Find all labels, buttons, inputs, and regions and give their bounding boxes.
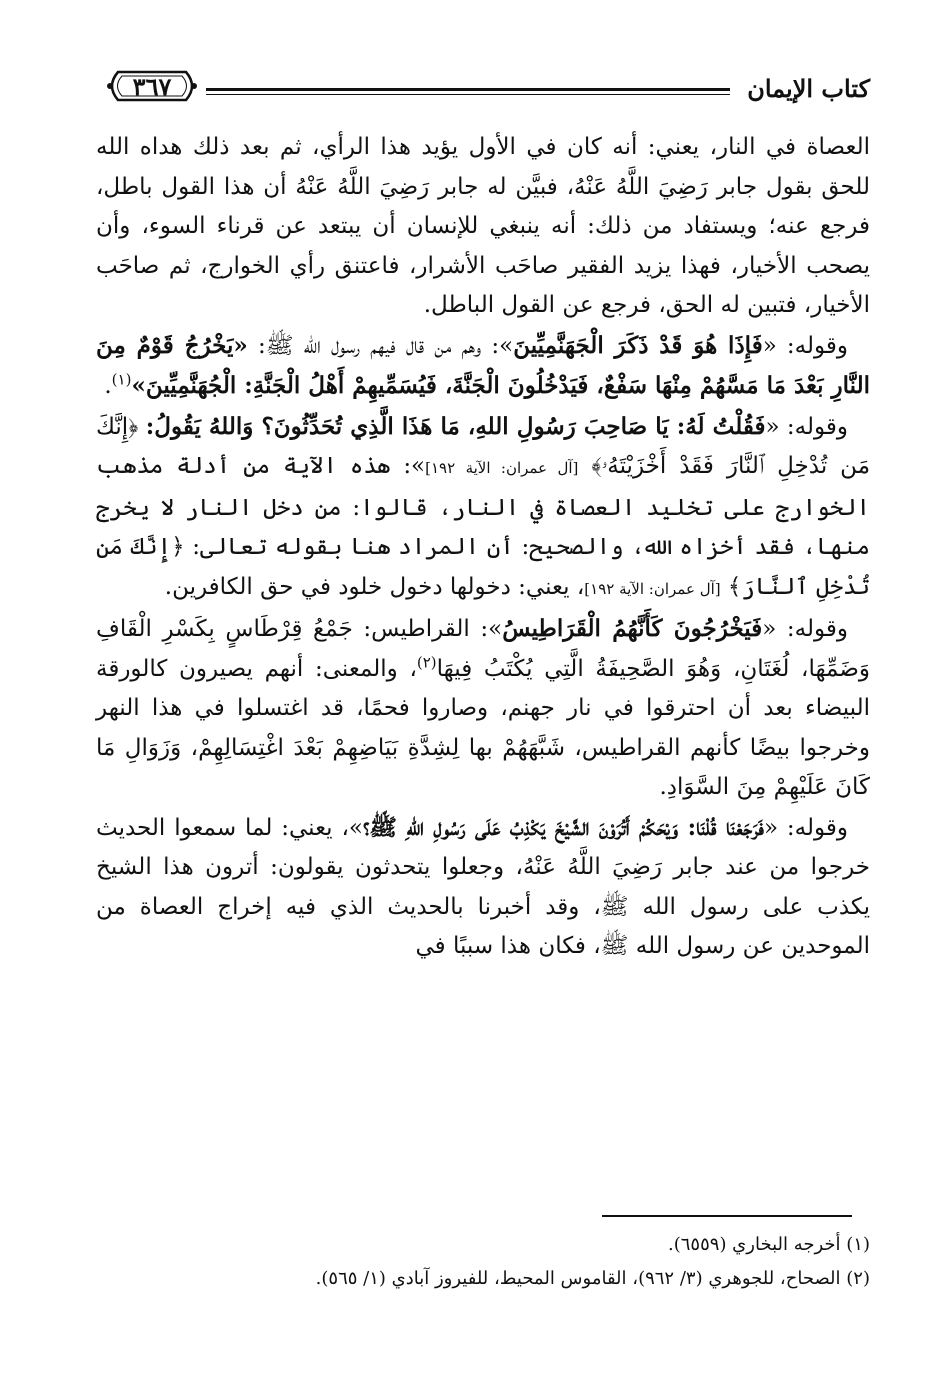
p3-verse-2: ﴿إِنَّكَ مَن تُدْخِلِ ٱلنَّارَ﴾ <box>96 534 870 600</box>
paragraph-2 <box>96 326 870 407</box>
paragraph-1 <box>96 128 870 326</box>
p3-lead: وقوله: « <box>765 413 848 440</box>
p3-verse-ref: [آل عمران: الآية ١٩٢] <box>425 459 579 477</box>
page-number: ٣٦٧ <box>132 71 172 101</box>
paragraph-3 <box>96 407 870 610</box>
p3-verse-ref-2: [آل عمران: الآية ١٩٢] <box>584 579 721 598</box>
paragraph-5 <box>96 808 870 967</box>
footnote-separator <box>602 1215 852 1217</box>
p4-quote: فَيَخْرُجُونَ كَأَنَّهُمُ الْقَرَاطِيسُ <box>502 615 763 642</box>
footnote-ref-2[interactable]: (٢) <box>416 652 437 671</box>
footnotes <box>96 1228 870 1296</box>
p2-end: . <box>104 373 112 399</box>
p2-quote: فَإِذَا هُوَ قَدْ ذَكَرَ الْجَهَنَّمِيِّينَ <box>513 331 763 359</box>
p3-quote: فَقُلْتُ لَهُ: يَا صَاحِبَ رَسُولِ اللهِ، مَا هَذَا الَّذِي تُحَدِّثُونَ؟ وَاللهُ يَقُولُ: <box>145 412 766 440</box>
p3-verse: ﴿إِنَّكَ مَن تُدْخِلِ ٱلنَّارَ فَقَدْ أَخْزَيْتَهُۥ﴾ <box>96 413 871 479</box>
page-number-frame <box>104 66 200 106</box>
p4-mid: »: القراطيس: جَمْعُ قِرْطَاسٍ بِكَسْرِ الْقَافِ وَضَمِّهَا، لُغَتَانِ، وَهُوَ الصَّحِيفَةُ الَّتِي يُكْتَبُ فِيهَا <box>96 616 870 682</box>
page-header <box>96 60 870 120</box>
p3-end: ، يعني: دخولها دخول خلود في حق الكافرين. <box>164 573 585 600</box>
p3-rest: »: هذه الآية من أدلة مذهب الخوارج على تخليد العصاة في النار، قالوا: من دخل النار لا يخرج منها، فقد أخزاه الله، والصحيح: أن المراد هنا بقوله تعالى: <box>96 453 870 560</box>
header-rule-thin <box>206 94 730 95</box>
chapter-title: كتاب الإيمان <box>747 74 870 103</box>
p4-lead: وقوله: « <box>762 616 848 642</box>
p2-mid: »: وهم من قال فيهم رسول الله ﷺ: <box>257 332 514 359</box>
p4-rest: ، والمعنى: أنهم يصيرون كالورقة البيضاء بعد أن احترقوا في نار جهنم، وصاروا فحمًا، قد اغتسلوا في هذا النهر وخرجوا بيضًا كأنهم القراطيس، شَبَّهَهُمْ بها لِشِدَّةِ بَيَاضِهِمْ بَعْدَ اغْتِسَالِهِمْ، وَزَوَالِ مَا كَانَ عَلَيْهِمْ مِنَ السَّوَادِ. <box>96 655 870 800</box>
footnote-1: (١) أخرجه البخاري (٦٥٥٩). <box>668 1234 870 1255</box>
p2-hadith: «يَخْرُجُ قَوْمٌ مِنَ النَّارِ بَعْدَ مَا مَسَّهُمْ مِنْهَا سَفْعٌ، فَيَدْخُلُونَ الْجَنَّةَ، فَيُسَمِّيهِمْ أَهْلُ الْجَنَّةِ: الْجُهَنَّمِيِّينَ» <box>96 331 870 399</box>
paragraph-4 <box>96 609 870 808</box>
p5-quote: فَرَجَعْنَا قُلْنَا: وَيْحَكُمْ أَتُرَوْنَ الشَّيْخَ يَكْذِبُ عَلَى رَسُولِ اللهِ ﷺ؟ <box>362 813 764 841</box>
p5-rest: »، يعني: لما سمعوا الحديث خرجوا من عند جابر رَضِيَ اللَّهُ عَنْهُ، وجعلوا يتحدثون يقولون: أترون هذا الشيخ يكذب على رسول الله ﷺ، وقد أخبرنا بالحديث الذي فيه إخراج العصاة من الموحدين عن رسول الله ﷺ، فكان هذا سببًا في <box>96 814 870 959</box>
paragraph-1-text: العصاة في النار، يعني: أنه كان في الأول يؤيد هذا الرأي، ثم بعد ذلك هداه الله للحق بقول جابر رَضِيَ اللَّهُ عَنْهُ، فبيَّن له جابر رَضِيَ اللَّهُ عَنْهُ أن هذا القول باطل، فرجع عنه؛ ويستفاد من ذلك: أنه ينبغي للإنسان أن يبتعد عن قرناء السوء، وأن يصحب الأخيار، فهذا يزيد الفقير صاحَب الأشرار، فاعتنق رأي الخوارج، ثم صاحَب الأخيار، فتبين له الحق، فرجع عن القول الباطل. <box>96 134 870 318</box>
header-rule <box>206 88 730 91</box>
p5-lead: وقوله: « <box>763 814 848 841</box>
main-text <box>96 128 870 967</box>
footnote-ref-1[interactable]: (١) <box>111 370 132 389</box>
footnote-2: (٢) الصحاح، للجوهري (٣/ ٩٦٢)، القاموس المحيط، للفيروز آبادي (١/ ٥٦٥). <box>315 1268 870 1289</box>
p2-lead: وقوله: « <box>762 332 848 359</box>
